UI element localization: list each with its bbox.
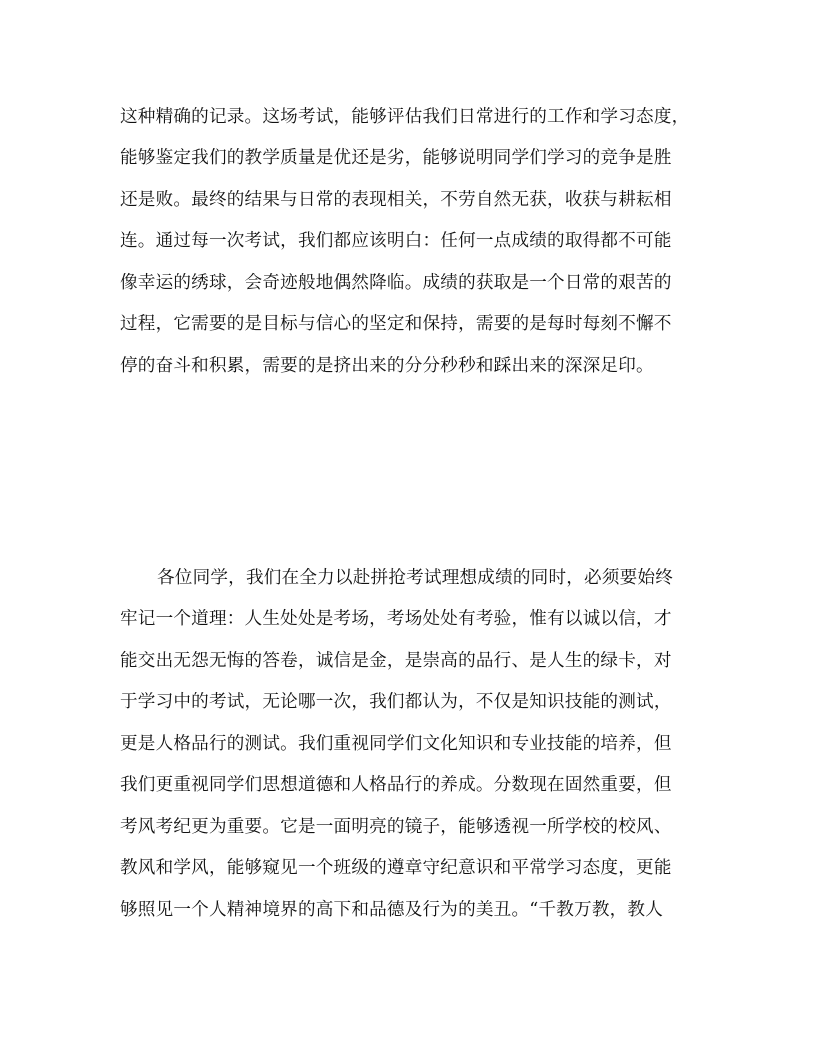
paragraph-line: 更是人格品行的测试。我们重视同学们文化知识和专业技能的培养，但 [120,734,672,754]
paragraph-line: 牢记一个道理：人生处处是考场，考场处处有考验，惟有以诚以信，才 [120,609,672,629]
paragraph-line: 连。通过每一次考试，我们都应该明白：任何一点成绩的取得都不可能 [120,231,672,251]
paragraph-line: 我们更重视同学们思想道德和人格品行的养成。分数现在固然重要，但 [120,775,672,795]
paragraph-line: 这种精确的记录。这场考试，能够评估我们日常进行的工作和学习态度， [120,107,690,127]
paragraph-line: 够照见一个人精神境界的高下和品德及行为的美丑。“千教万教，教人 [120,900,664,920]
paragraph-line: 能交出无怨无悔的答卷，诚信是金，是崇高的品行、是人生的绿卡，对 [120,651,672,671]
paragraph-line: 像幸运的绣球，会奇迹般地偶然降临。成绩的获取是一个日常的艰苦的 [120,273,672,293]
paragraph-line: 考风考纪更为重要。它是一面明亮的镜子，能够透视一所学校的校风、 [120,817,672,837]
paragraph-line: 各位同学，我们在全力以赴拼抢考试理想成绩的同时，必须要始终 [157,568,674,588]
paragraph-line: 还是败。最终的结果与日常的表现相关，不劳自然无获，收获与耕耘相 [120,190,672,210]
paragraph-line: 过程，它需要的是目标与信心的坚定和保持，需要的是每时每刻不懈不 [120,314,672,334]
paragraph-line: 教风和学风，能够窥见一个班级的遵章守纪意识和平常学习态度，更能 [120,858,672,878]
paragraph-line: 停的奋斗和积累，需要的是挤出来的分分秒秒和踩出来的深深足印。 [120,356,654,376]
paragraph-line: 能够鉴定我们的教学质量是优还是劣，能够说明同学们学习的竞争是胜 [120,148,672,168]
paragraph-line: 于学习中的考试，无论哪一次，我们都认为，不仅是知识技能的测试， [120,692,672,712]
